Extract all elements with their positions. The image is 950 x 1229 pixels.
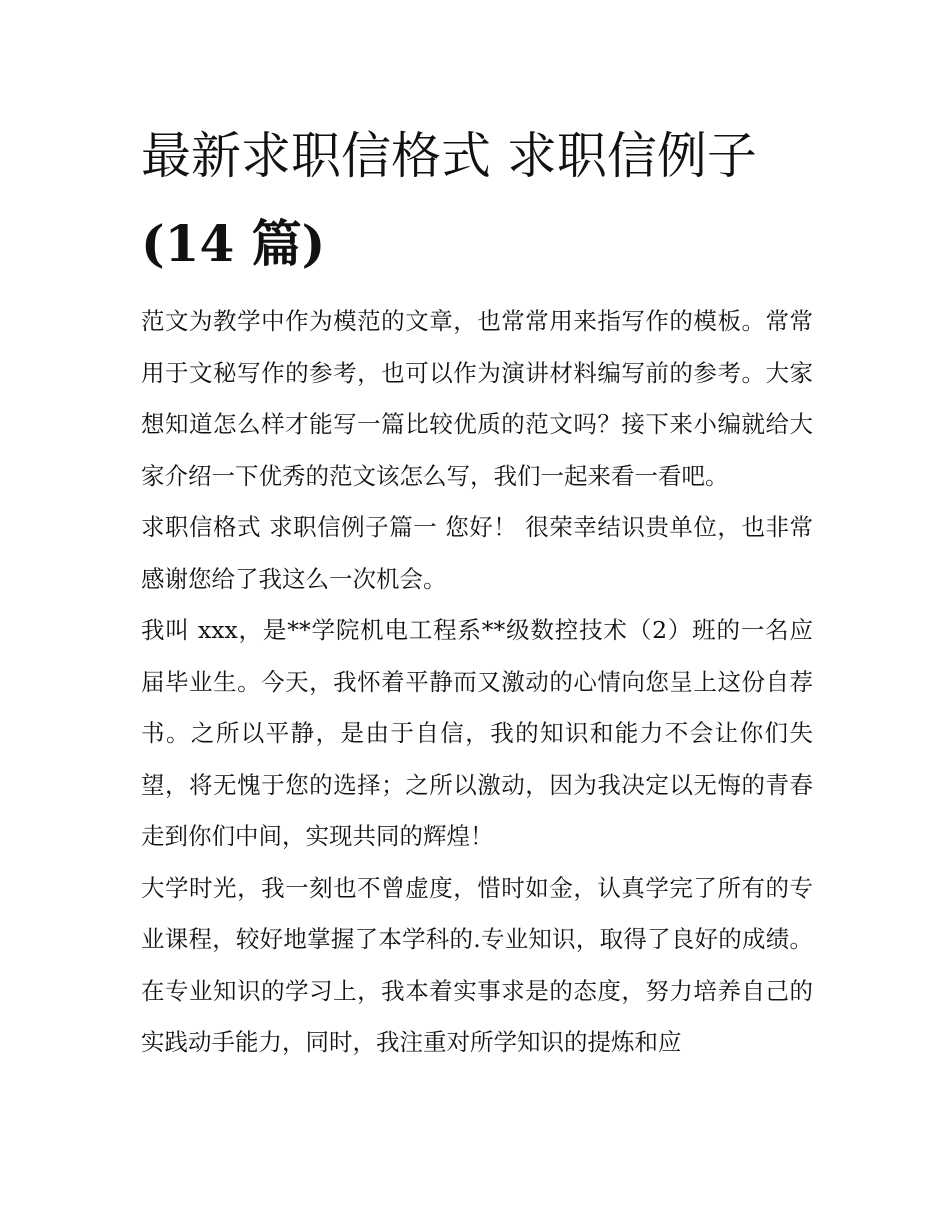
university-paragraph: 大学时光，我一刻也不曾虚度，惜时如金，认真学完了所有的专业课程，较好地掌握了本学科的.专业知识，取得了良好的成绩。在专业知识的学习上，我本着实事求是的态度，努力培养自己的实践动手能力，同时，我注重对所学知识的提炼和应 (141, 873, 813, 1056)
document-page (141, 112, 813, 1069)
document-body (141, 296, 813, 1069)
title-main: 最新求职信格式 求职信例子 (141, 127, 757, 185)
title-suffix: (14 篇) (141, 214, 326, 273)
self-introduction-paragraph: 我叫 xxx，是**学院机电工程系**级数控技术（2）班的一名应届毕业生。今天，我怀着平静而又激动的心情向您呈上这份自荐书。之所以平静，是由于自信，我的知识和能力不会让你们失望，将无愧于您的选择；之所以激动，因为我决定以无悔的青春走到你们中间，实现共同的辉煌！ (141, 616, 813, 850)
greeting-paragraph: 求职信格式 求职信例子篇一 您好！ 很荣幸结识贵单位，也非常感谢您给了我这么一次机会。 (141, 513, 813, 593)
intro-paragraph: 范文为教学中作为模范的文章，也常常用来指写作的模板。常常用于文秘写作的参考，也可以作为演讲材料编写前的参考。大家想知道怎么样才能写一篇比较优质的范文吗？接下来小编就给大家介绍一下优秀的范文该怎么写，我们一起来看一看吧。 (141, 307, 813, 490)
document-title (141, 112, 813, 288)
